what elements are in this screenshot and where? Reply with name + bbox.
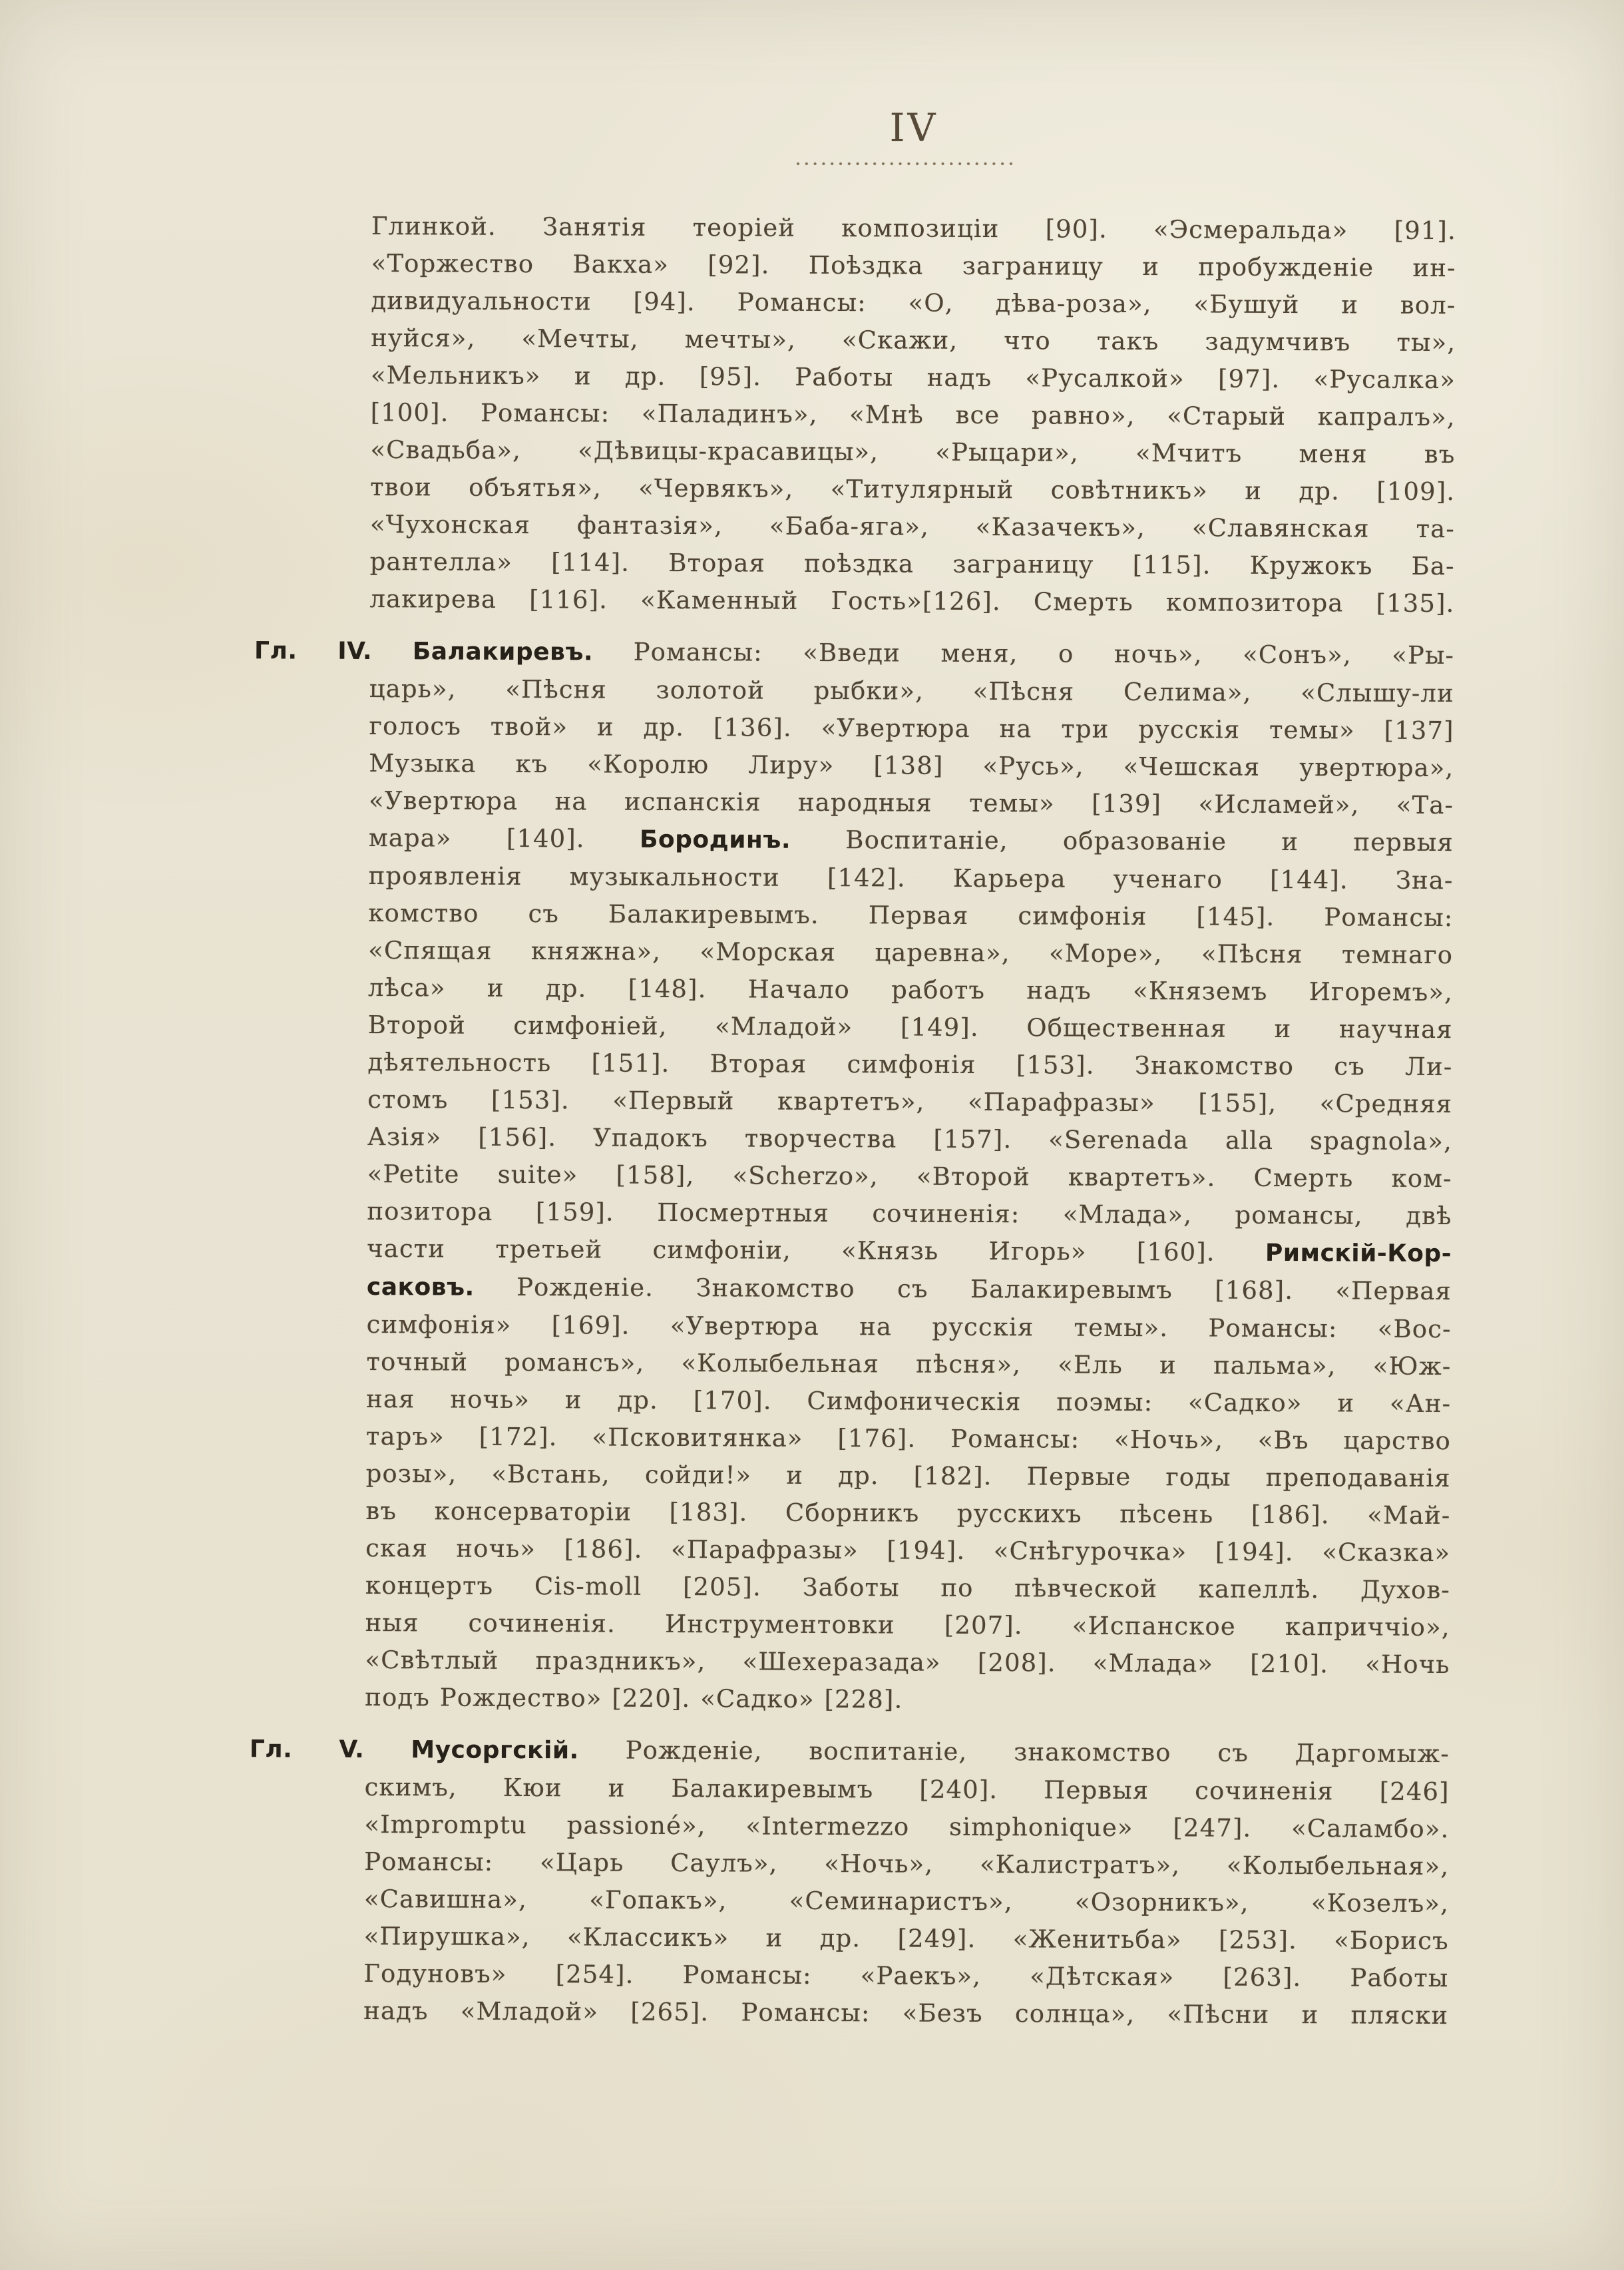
- text-segment: подъ Рождество» [220]. «Садко» [228].: [365, 1682, 903, 1714]
- text-line: [365, 1679, 1450, 1721]
- text-segment: скимъ, Кюи и Балакиревымъ [240]. Первыя сочиненія [246]: [364, 1772, 1450, 1807]
- text-segment: «Спящая княжна», «Морская царевна», «Море», «Пѣсня темнаго: [368, 935, 1454, 970]
- text-segment: Азія» [156]. Упадокъ творчества [157]. «Serenada alla spagnola»,: [367, 1122, 1452, 1156]
- text-segment: Рожденіе. Знакомство съ Балакиревымъ [168]. «Первая: [474, 1272, 1452, 1306]
- text-line: [367, 1193, 1452, 1235]
- text-line: [363, 1955, 1448, 1997]
- text-segment: таръ» [172]. «Псковитянка» [176]. Романсы: «Ночь», «Въ царство: [365, 1421, 1452, 1456]
- text-segment: стомъ [153]. «Первый квартетъ», «Парафразы» [155], «Средняя: [367, 1084, 1453, 1119]
- text-segment: [100]. Романсы: «Паладинъ», «Мнѣ все равно», «Старый капралъ»,: [370, 397, 1456, 432]
- text-line: [366, 1455, 1451, 1497]
- dotted-rule: [796, 162, 1017, 166]
- text-segment: концертъ Cis-moll [205]. Заботы по пѣвческой капеллѣ. Духов-: [365, 1570, 1451, 1605]
- text-line: [371, 394, 1456, 436]
- text-segment: «Impromptu passioné», «Intermezzo simphonique» [247]. «Саламбо».: [364, 1809, 1450, 1844]
- text-segment: «Увертюра на испанскія народныя темы» [139] «Исламей», «Та-: [369, 786, 1454, 820]
- text-segment: Глинкой. Занятія теоріей композиціи [90]. «Эсмеральда» [91].: [371, 211, 1456, 246]
- text-segment: Романсы: «Введи меня, о ночь», «Сонъ», «Ры-: [593, 637, 1455, 670]
- text-segment: надъ «Младой» [265]. Романсы: «Безъ солнца», «Пѣсни и пляски: [363, 1996, 1449, 2030]
- para-chapter-iv-balakirev-borodin-rimsky-korsakov: [254, 632, 1455, 1721]
- text-line: [369, 708, 1454, 750]
- text-line: [371, 320, 1456, 361]
- text-line: [371, 282, 1456, 324]
- text-line: [369, 782, 1454, 824]
- text-segment: царь», «Пѣсня золотой рыбки», «Пѣсня Селима», «Слышу-ли: [369, 674, 1454, 708]
- text-line: [371, 245, 1456, 287]
- text-segment: Годуновъ» [254]. Романсы: «Раекъ», «Дѣтская» [263]. Работы: [363, 1958, 1449, 1993]
- text-segment: части третьей симфоніи, «Князь Игорь» [160].: [367, 1234, 1266, 1267]
- text-segment: комство съ Балакиревымъ. Первая симфонія [145]. Романсы:: [368, 898, 1454, 933]
- text-segment: «Мельникъ» и др. [95]. Работы надъ «Русалкой» [97]. «Русалка»: [370, 360, 1456, 395]
- text-segment: розы», «Встань, сойди!» и др. [182]. Первые годы преподаванія: [365, 1459, 1451, 1493]
- text-line: [365, 1769, 1450, 1811]
- text-segment: проявленія музыкальности [142]. Карьера ученаго [144]. Зна-: [368, 861, 1454, 895]
- text-segment: «Савишна», «Гопакъ», «Семинаристъ», «Озорникъ», «Козелъ»,: [363, 1884, 1449, 1919]
- text-segment: «Свадьба», «Дѣвицы-красавицы», «Рыцари», «Мчитъ меня въ: [370, 435, 1456, 469]
- text-segment: лѣса» и др. [148]. Начало работъ надъ «Княземъ Игоремъ»,: [367, 973, 1453, 1007]
- text-line: [368, 857, 1453, 899]
- text-line: [368, 1007, 1453, 1048]
- text-segment: симфонія» [169]. «Увертюра на русскія темы». Романсы: «Вос-: [366, 1309, 1452, 1344]
- text-line: [367, 1156, 1452, 1198]
- chapter-heading-bold: Бородинъ.: [639, 825, 791, 854]
- text-segment: «Пирушка», «Классикъ» и др. [249]. «Женитьба» [253]. «Борисъ: [363, 1921, 1449, 1956]
- text-segment: Романсы: «Царь Саулъ», «Ночь», «Калистратъ», «Колыбельная»,: [364, 1847, 1450, 1881]
- text-line: [370, 431, 1455, 473]
- text-segment: дѣятельность [151]. Вторая симфонія [153]. Знакомство съ Ли-: [367, 1047, 1453, 1082]
- text-line: [365, 1492, 1450, 1534]
- text-segment: ныя сочиненія. Инструментовки [207]. «Испанское каприччіо»,: [365, 1608, 1450, 1642]
- text-line: [365, 1567, 1450, 1609]
- text-segment: «Чухонская фантазія», «Баба-яга», «Казачекъ», «Славянская та-: [369, 509, 1456, 544]
- text-line: [366, 1343, 1451, 1385]
- text-segment: «Свѣтлый праздникъ», «Шехеразада» [208]. «Млада» [210]. «Ночь: [365, 1645, 1450, 1680]
- text-line: [370, 469, 1455, 511]
- text-line: [250, 1730, 1450, 1773]
- text-line: [365, 1642, 1450, 1684]
- text-line: [363, 1992, 1448, 2034]
- text-segment: Рожденіе, воспитаніе, знакомство съ Даргомыж-: [578, 1735, 1450, 1769]
- text-line: [368, 932, 1453, 974]
- text-line: [364, 1881, 1449, 1923]
- text-line: [366, 1381, 1451, 1423]
- text-line: [364, 1843, 1449, 1885]
- text-line: [369, 745, 1454, 787]
- text-segment: дивидуальности [94]. Романсы: «О, дѣва-роза», «Бушуй и вол-: [371, 286, 1456, 320]
- text-line: [370, 543, 1455, 585]
- text-segment: лакирева [116]. «Каменный Гость»[126]. Смерть композитора [135].: [369, 584, 1455, 618]
- text-line: [371, 208, 1456, 250]
- chapter-heading-bold: Римскій-Кор-: [1265, 1239, 1452, 1268]
- para-continuation-dargomyzhsky: [369, 208, 1456, 622]
- text-line: [369, 580, 1454, 622]
- text-block: [249, 208, 1456, 2034]
- text-segment: мара» [140].: [368, 823, 640, 853]
- text-line: [365, 1530, 1450, 1572]
- text-line: [367, 1118, 1452, 1160]
- text-segment: «Торжество Вакха» [92]. Поѣздка заграницу и пробужденіе ин-: [371, 248, 1456, 283]
- text-segment: Второй симфоніей, «Младой» [149]. Общественная и научная: [367, 1010, 1453, 1044]
- text-segment: «Petite suite» [158], «Scherzo», «Второй квартетъ». Смерть ком-: [367, 1159, 1452, 1194]
- chapter-heading-bold: Гл. V. Мусоргскій.: [249, 1735, 579, 1765]
- text-segment: въ консерваторіи [183]. Сборникъ русскихъ пѣсень [186]. «Май-: [365, 1496, 1451, 1530]
- para-chapter-v-musorgsky: [249, 1731, 1450, 2034]
- chapter-heading-bold: саковъ.: [366, 1273, 475, 1301]
- text-line: [368, 969, 1453, 1011]
- text-line: [367, 1230, 1452, 1273]
- text-segment: Музыка къ «Королю Лиру» [138] «Русь», «Чешская увертюра»,: [369, 748, 1454, 783]
- text-line: [369, 670, 1454, 712]
- text-line: [371, 357, 1456, 399]
- text-segment: Воспитаніе, образованіе и первыя: [790, 825, 1454, 857]
- text-line: [367, 1268, 1452, 1311]
- text-line: [254, 632, 1454, 675]
- text-line: [365, 1604, 1450, 1646]
- text-segment: твои объятья», «Червякъ», «Титулярный совѣтникъ» и др. [109].: [370, 472, 1456, 507]
- text-line: [368, 895, 1453, 937]
- text-line: [370, 506, 1455, 548]
- text-segment: рантелла» [114]. Вторая поѣздка заграницу [115]. Кружокъ Ба-: [369, 547, 1455, 581]
- page-number: IV: [889, 105, 938, 150]
- text-segment: ная ночь» и др. [170]. Симфоническія поэмы: «Садко» и «Ан-: [366, 1384, 1452, 1419]
- text-segment: точный романсъ», «Колыбельная пѣсня», «Ель и пальма», «Юж-: [366, 1347, 1452, 1381]
- text-line: [367, 1306, 1452, 1348]
- text-segment: нуйся», «Мечты, мечты», «Скажи, что такъ задумчивъ ты»,: [371, 323, 1456, 357]
- text-segment: голосъ твой» и др. [136]. «Увертюра на три русскія темы» [137]: [369, 711, 1454, 746]
- chapter-heading-bold: Гл. IV. Балакиревъ.: [254, 637, 594, 666]
- text-segment: позитора [159]. Посмертныя сочиненія: «Млада», романсы, двѣ: [367, 1196, 1452, 1231]
- text-line: [367, 1081, 1452, 1123]
- text-line: [367, 1044, 1452, 1086]
- text-segment: ская ночь» [186]. «Парафразы» [194]. «Снѣгурочка» [194]. «Сказка»: [365, 1533, 1451, 1568]
- text-line: [364, 1918, 1449, 1960]
- text-line: [364, 1806, 1449, 1848]
- text-line: [369, 819, 1454, 862]
- text-line: [366, 1418, 1451, 1460]
